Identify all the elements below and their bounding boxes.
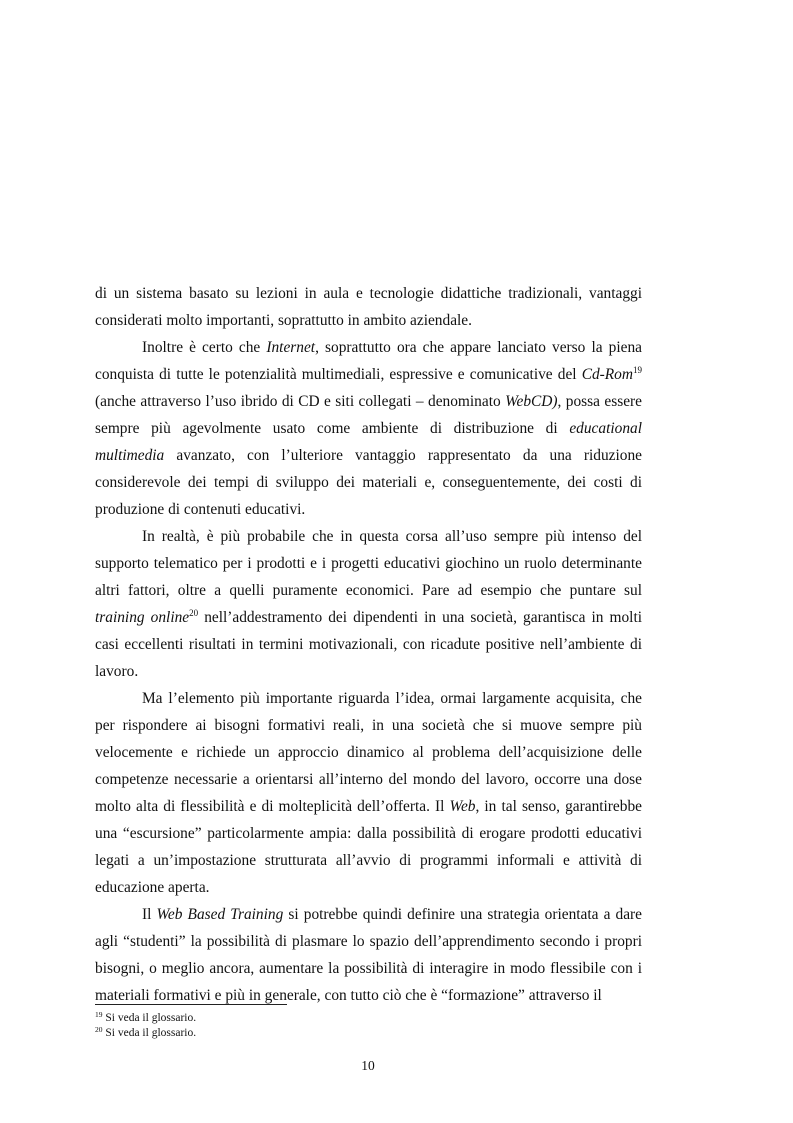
footnote-text: Si veda il glossario.: [102, 1027, 197, 1039]
footnote-reference: 19: [633, 365, 642, 375]
text-run: , soprattutto ora che appare lanciato verso la piena conquista di tutte le potenzialità multimediali, espressive e comunicative del: [95, 339, 642, 383]
text-run: (anche attraverso l’uso ibrido di CD e siti collegati – denominato: [95, 393, 506, 410]
footnote-reference: 20: [189, 608, 199, 618]
text-run: Ma l’elemento più importante riguarda l’idea, ormai largamente acquisita, che per rispondere ai bisogni formativi reali, in una società che si muove sempre più velocemente e richiede un approccio dinamico al problema dell’acquisizione delle competenze necessarie a orientarsi all’interno del mondo del lavoro, occorre una dose molto alta di flessibilità e di molteplicità dell’offerta. Il: [95, 690, 642, 815]
text-run: di un sistema basato su lezioni in aula e tecnologie didattiche tradizionali, vantaggi considerati molto importanti, soprattutto in ambito aziendale.: [95, 285, 642, 329]
italic-term: Cd-Rom: [581, 366, 633, 383]
footnote-number: 20: [95, 1025, 103, 1034]
footnote-separator: [95, 1004, 287, 1005]
text-run: si potrebbe quindi definire una strategia orientata a dare agli “studenti” la possibilità di plasmare lo spazio dell’apprendimento secondo i propri bisogni, o meglio ancora, aumentare la possibilità di interagire in modo flessibile con i materiali formativi e più in generale, con tutto ciò che è “formazione” attraverso il: [95, 906, 643, 1004]
italic-term: Web Based Training: [156, 906, 284, 923]
text-run: Il: [142, 906, 157, 923]
paragraph: [95, 523, 642, 685]
footnote-text: Si veda il glossario.: [102, 1012, 197, 1024]
footnote-number: 19: [95, 1010, 103, 1019]
text-run: , possa essere sempre più agevolmente usato come ambiente di distribuzione di: [95, 393, 642, 437]
paragraph: [95, 280, 642, 334]
text-run: , in tal senso, garantirebbe una “escursione” particolarmente ampia: dalla possibilità di erogare prodotti educativi legati a un’impostazione strutturata all’avvio di programmi informali e attività di educazione aperta.: [95, 798, 642, 896]
italic-term: educational multimedia: [95, 420, 642, 464]
page-number: 10: [361, 1058, 375, 1073]
footnote: [95, 1011, 595, 1026]
paragraph: [95, 334, 642, 523]
body-text: [95, 280, 642, 1009]
text-run: Inoltre è certo che: [142, 339, 267, 356]
italic-term: WebCD): [505, 393, 558, 410]
italic-term: training online: [95, 609, 190, 626]
footnote: [95, 1026, 595, 1041]
footnotes: [95, 1011, 595, 1041]
text-run: nell’addestramento dei dipendenti in una società, garantisca in molti casi eccellenti risultati in termini motivazionali, con ricadute positive nell’ambiente di lavoro.: [95, 609, 643, 680]
text-run: In realtà, è più probabile che in questa corsa all’uso sempre più intenso del supporto telematico per i prodotti e i progetti educativi giochino un ruolo determinante altri fattori, oltre a quelli puramente economici. Pare ad esempio che puntare sul: [95, 528, 642, 599]
text-run: avanzato, con l’ulteriore vantaggio rappresentato da una riduzione considerevole dei tempi di sviluppo dei materiali e, conseguentemente, dei costi di produzione di contenuti educativi.: [95, 447, 642, 518]
italic-term: Internet: [266, 339, 316, 356]
paragraph: [95, 901, 642, 1009]
italic-term: Web: [449, 798, 476, 815]
paragraph: [95, 685, 642, 901]
